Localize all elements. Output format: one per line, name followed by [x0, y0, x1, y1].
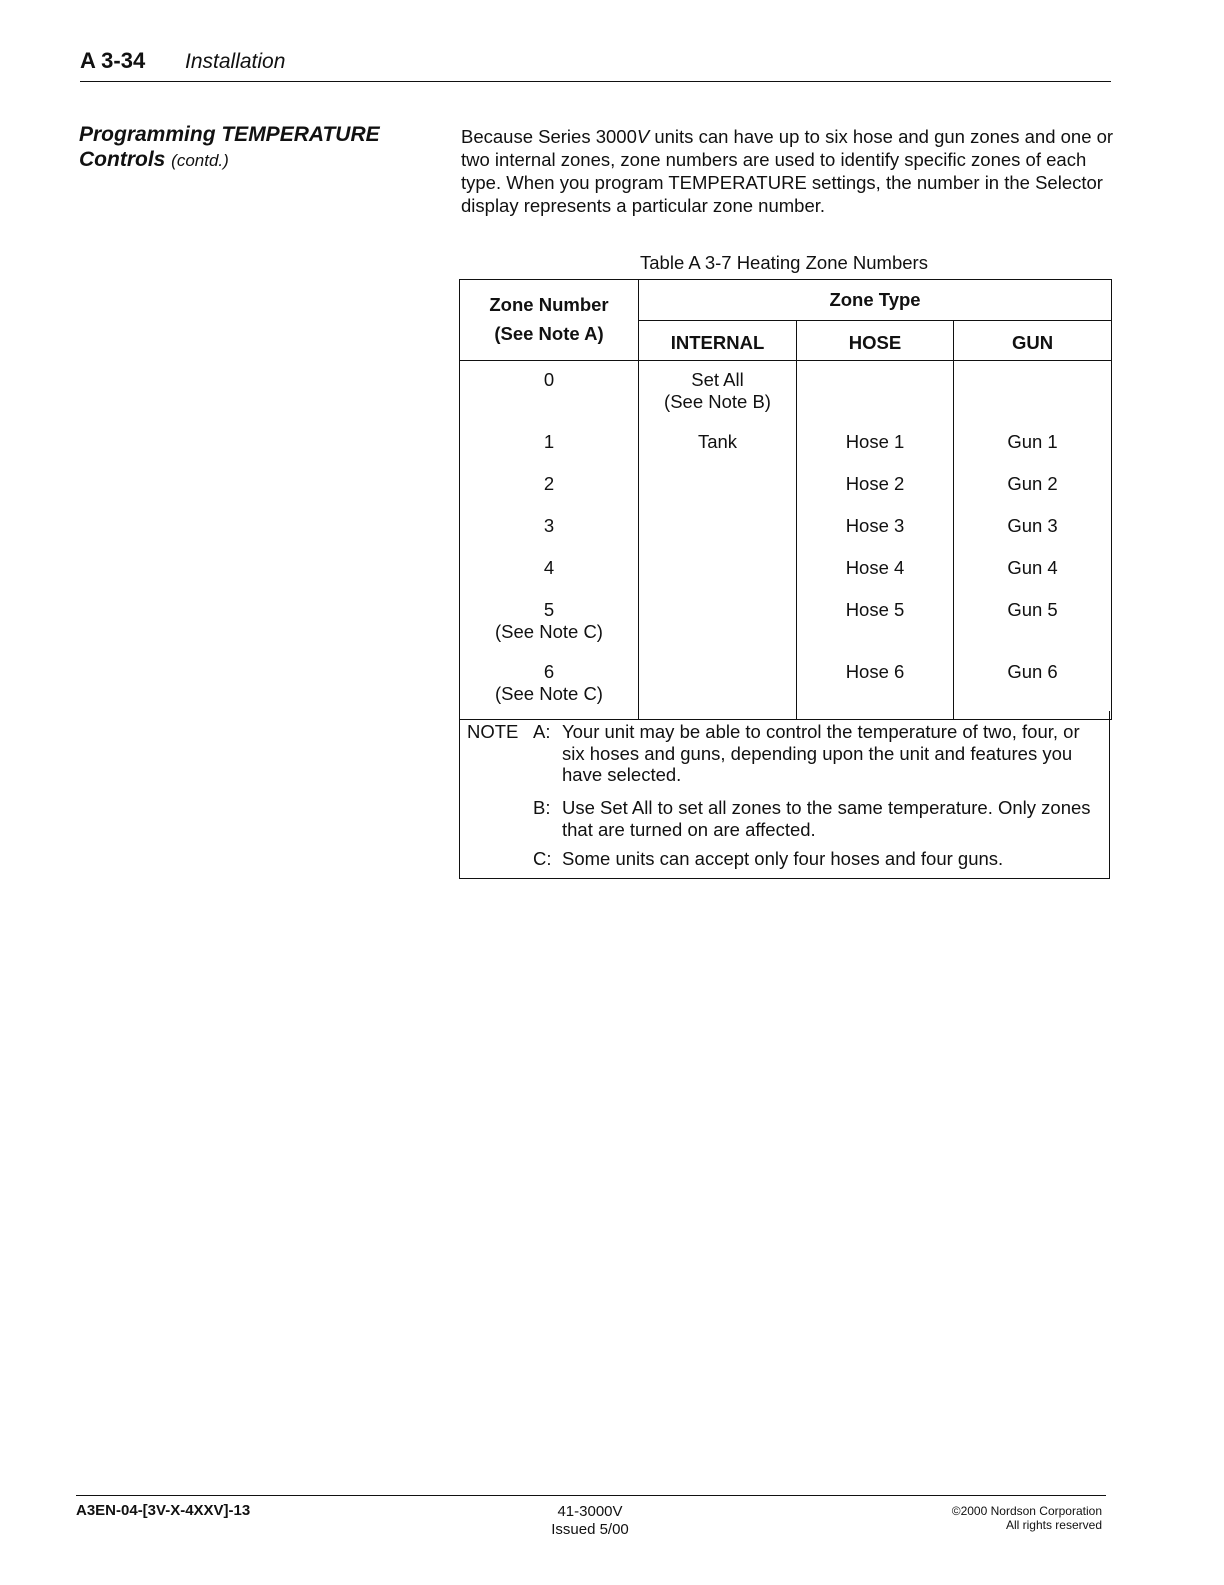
hose-cell: Hose 3: [797, 515, 954, 557]
note-a-text: Your unit may be able to control the temperature of two, four, or six hoses and guns, depending upon the unit and features you have selected.: [562, 721, 1080, 785]
intro-text-start: Because Series 3000: [461, 126, 637, 147]
side-heading-line1: Programming TEMPERATURE: [79, 123, 380, 146]
table-row: [460, 361, 1112, 432]
gun-cell: Gun 2: [954, 473, 1112, 515]
footer-issued: Issued 5/00: [551, 1521, 629, 1538]
internal-cell: [639, 557, 797, 599]
table-row: [460, 431, 1112, 473]
gun-cell: Gun 6: [954, 661, 1112, 720]
hose-cell: Hose 4: [797, 557, 954, 599]
intro-text-rest: units can have up to six hose and gun zones and one or two internal zones, zone numbers are used to identify specific zones of each type. When you program TEMPERATURE settings, the number in the Selector display represents a particular zone number.: [461, 126, 1114, 216]
zone-cell: 4: [460, 557, 639, 599]
header-zone-number-note: (See Note A): [494, 323, 604, 344]
heating-zone-table: [459, 279, 1112, 720]
table-row: [460, 557, 1112, 599]
internal-cell: [639, 599, 797, 661]
gun-cell: Gun 3: [954, 515, 1112, 557]
internal-cell: [639, 515, 797, 557]
side-heading: [79, 122, 439, 173]
side-heading-contd: (contd.): [171, 151, 229, 170]
table-row: [460, 473, 1112, 515]
note-label: NOTE: [467, 721, 519, 742]
note-c-text: Some units can accept only four hoses and four guns.: [562, 848, 1004, 869]
footer-rights: All rights reserved: [1005, 1518, 1102, 1532]
zone-cell: 3: [460, 515, 639, 557]
footer-copyright-block: [952, 1504, 1102, 1532]
intro-paragraph: [461, 125, 1121, 217]
internal-value: Set All: [691, 369, 744, 390]
hose-cell: Hose 1: [797, 431, 954, 473]
zone-cell: 2: [460, 473, 639, 515]
header-gun: GUN: [954, 321, 1112, 361]
header-zone-number-label: Zone Number: [489, 294, 609, 315]
zone-cell: 1: [460, 431, 639, 473]
intro-v-glyph: V: [636, 126, 650, 147]
section-title: Installation: [185, 50, 286, 73]
gun-cell: [954, 361, 1112, 432]
hose-cell: [797, 361, 954, 432]
zone-value: 0: [543, 369, 555, 390]
side-heading-controls: Controls: [79, 148, 166, 171]
note-a-label: A:: [533, 721, 551, 742]
footer-part-number: 41-3000V: [557, 1503, 623, 1520]
note-c-label: C:: [533, 848, 552, 869]
header-rule: [80, 81, 1111, 82]
table-row: [460, 599, 1112, 661]
hose-cell: Hose 6: [797, 661, 954, 720]
internal-cell: [639, 473, 797, 515]
hose-cell: Hose 5: [797, 599, 954, 661]
footer-doc-id: A3EN-04-[3V-X-4XXV]-13: [76, 1502, 251, 1519]
note-b-label: B:: [533, 797, 551, 818]
internal-cell: [639, 361, 797, 432]
table-caption: Table A 3-7 Heating Zone Numbers: [640, 252, 928, 273]
gun-cell: Gun 1: [954, 431, 1112, 473]
hose-cell: Hose 2: [797, 473, 954, 515]
table-notes: [459, 711, 1110, 879]
zone-value: 6: [543, 661, 555, 682]
zone-note: (See Note C): [495, 621, 603, 642]
side-heading-line2: [79, 147, 439, 173]
header-zone-type: Zone Type: [639, 280, 1112, 321]
zone-value: 5: [543, 599, 555, 620]
table-row: [460, 515, 1112, 557]
gun-cell: Gun 4: [954, 557, 1112, 599]
header-internal: INTERNAL: [639, 321, 797, 361]
gun-cell: Gun 5: [954, 599, 1112, 661]
zone-note: (See Note C): [495, 683, 603, 704]
header-hose: HOSE: [797, 321, 954, 361]
footer-copyright: ©2000 Nordson Corporation: [951, 1504, 1102, 1518]
header-zone-number: [460, 280, 639, 361]
footer-center: [500, 1503, 680, 1539]
footer-rule: [76, 1495, 1106, 1496]
internal-cell: Tank: [639, 431, 797, 473]
zone-cell: [460, 361, 639, 432]
page-number: A 3-34: [80, 48, 146, 73]
internal-note: (See Note B): [664, 391, 771, 412]
note-b-text: Use Set All to set all zones to the same temperature. Only zones that are turned on are affected.: [562, 797, 1091, 840]
zone-cell: [460, 599, 639, 661]
